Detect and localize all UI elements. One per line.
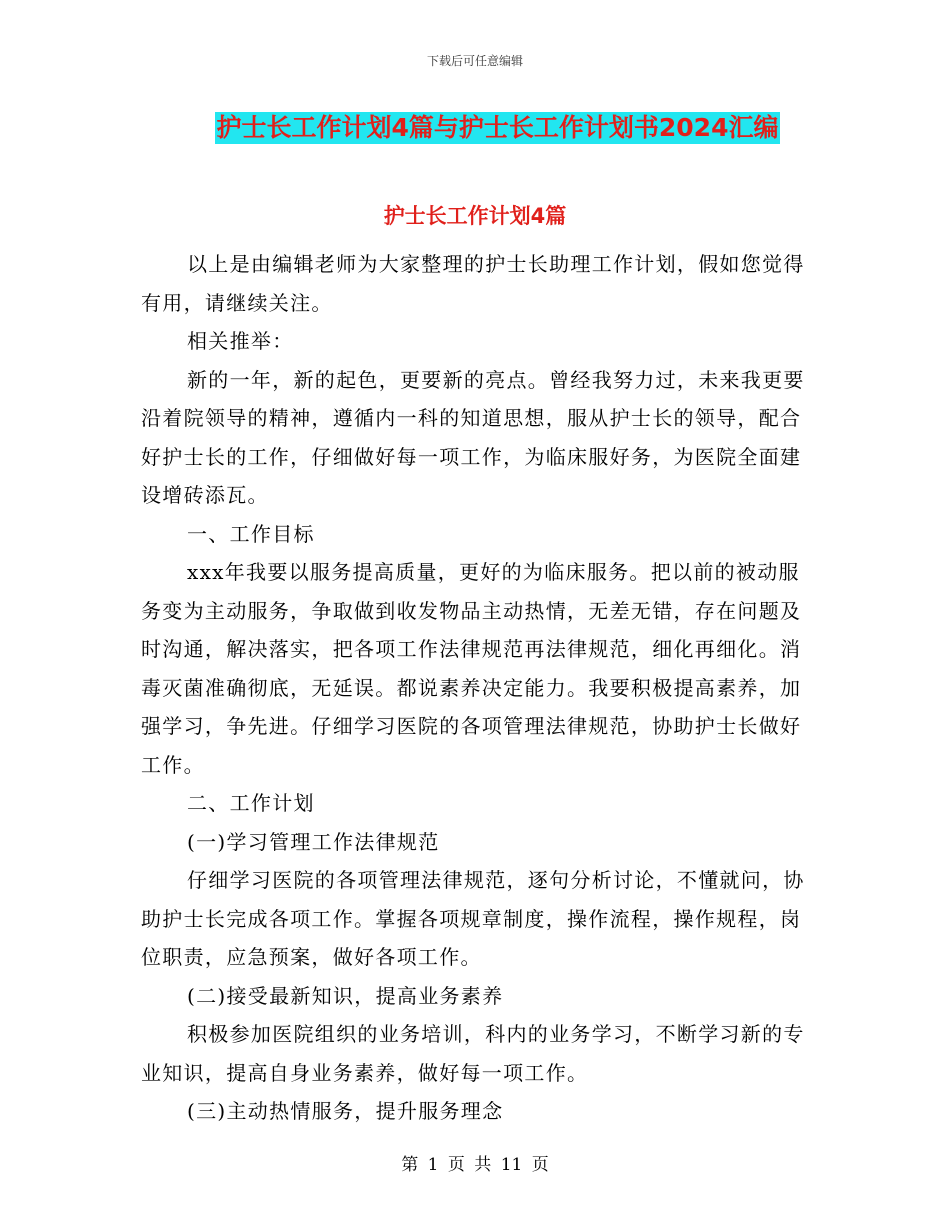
page-number-footer: 第 1 页 共 11 页 xyxy=(401,1155,549,1175)
section-title: 护士长工作计划4篇 xyxy=(383,204,567,228)
section-heading: 一、工作目标 xyxy=(187,521,315,546)
paragraph: 新的一年，新的起色，更要新的亮点。曾经我努力过，未来我更要沿着院领导的精神，遵循内一科的知道思想，服从护士长的领导，配合好护士长的工作，仔细做好每一项工作，为临床服好务，为医院全面建设增砖添瓦。 xyxy=(141,367,805,507)
section-heading: 二、工作计划 xyxy=(187,791,315,815)
document-body xyxy=(141,245,813,1131)
page-header-note: 下载后可任意编辑 xyxy=(426,54,523,68)
paragraph: 以上是由编辑老师为大家整理的护士长助理工作计划，假如您觉得有用，请继续关注。 xyxy=(141,252,805,315)
subsection-heading: (三)主动热情服务，提升服务理念 xyxy=(187,1099,504,1123)
subsection-heading: (二)接受最新知识，提高业务素养 xyxy=(187,983,504,1008)
paragraph: 积极参加医院组织的业务培训，科内的业务学习，不断学习新的专业知识，提高自身业务素养，做好每一项工作。 xyxy=(141,1022,805,1085)
main-title: 护士长工作计划4篇与护士长工作计划书2024汇编 xyxy=(216,113,779,142)
paragraph: xxx年我要以服务提高质量，更好的为临床服务。把以前的被动服务变为主动服务，争取做到收发物品主动热情，无差无错，存在问题及时沟通，解决落实，把各项工作法律规范再法律规范，细化再细化。消毒灭菌准确彻底，无延误。都说素养决定能力。我要积极提高素养，加强学习，争先进。仔细学习医院的各项管理法律规范，协助护士长做好工作。 xyxy=(141,560,802,777)
paragraph: 相关推举： xyxy=(187,329,294,353)
paragraph: 仔细学习医院的各项管理法律规范，逐句分析讨论，不懂就问，协助护士长完成各项工作。掌握各项规章制度，操作流程，操作规程，岗位职责，应急预案，做好各项工作。 xyxy=(141,868,805,969)
main-title-container xyxy=(0,112,950,144)
subsection-heading: (一)学习管理工作法律规范 xyxy=(187,829,440,854)
